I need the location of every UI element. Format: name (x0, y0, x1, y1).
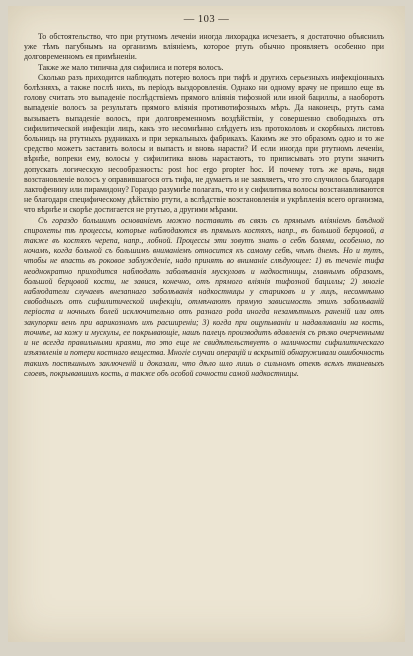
text-block (24, 32, 384, 379)
page-number: — 103 — (183, 14, 230, 25)
book-page (8, 6, 405, 642)
paragraph: Также же мало типична для сифилиса и потеря волосъ. (38, 62, 224, 72)
paragraph: То обстоятельство, что при ртутномъ леченіи иногда лихорадка исчезаетъ, я достаточно объяснилъ уже тѣмъ пагубнымъ на организмъ вліяніемъ, которое ртуть обычно проявляетъ особенно при долговременномъ ея примѣненіи. (24, 32, 384, 62)
paragraph-small-print: Съ гораздо большимъ основаніемъ можно поставить въ связь съ прямымъ вліяніемъ блѣдной спирохеты тѣ процессы, которые наблюдаются въ прямыхъ костяхъ, напр., въ большой берцовой, а также въ костяхъ черепа, напр., лобной. Процессы эти зовутъ знать о себѣ болями, особенно, по ночамъ, когда больной съ большимъ вниманіемъ относится къ самому себѣ, чѣмъ днемъ. Но и тутъ, чтобы не впасть въ роковое заблужденіе, надо принять во вниманіе слѣдующее: 1) въ теченіе тифа неоднократно приходится наблюдать заболѣванія мускуловъ и надкостницы, главнымъ образомъ, большой берцовой кости, не завися, конечно, отъ прямого вліянія тифозной бациллы; 2) многіе наблюдатели случаевъ внезапнаго заболѣванія надкостницы у стариковъ и у лицъ, несомнѣнно свободныхъ отъ сифилитической инфекціи, отмѣчаютъ прямую зависимость этихъ заболѣваній періоста и ночныхъ болей исключительно отъ разнаго рода иногда незамѣтныхъ раненій или отъ закупорки венъ при варикозномъ ихъ расширеніи; 3) когда при ощупываніи и надавливаніи на кость, точнѣе, на кожу и мускулы, ее покрывающіе, нашъ палецъ производитъ вдавленія съ рѣзко очерченными и не всегда правильными краями, то это еще не свидѣтельствуетъ о наличности сифилитическаго изъязвленія и потери костнаго вещества. Многіе случаи операцій и вскрытій обнаруживали ошибочность такихъ поспѣшныхъ заключеній и доказали, что дѣло шло лишь о сильномъ отекѣ всѣхъ тканевыхъ слоевъ, покрывавшихъ кость, а также объ особой сочности самой надкостницы. (24, 215, 384, 378)
paragraph: Сколько разъ приходится наблюдать потерю волосъ при тифѣ и другихъ серьезныхъ инфекціонныхъ болѣзняхъ, а также послѣ нихъ, въ періодъ выздоровленія. Однако ни одному врачу не пришло еще въ голову считать это выпаденіе послѣдствіемъ прямого вліянія тифозной или иной бациллы, а наоборотъ выпаденіе волосъ за результатъ прямого вліянія противотифозныхъ мѣръ. Да наконецъ, ртуть сама вызываетъ выпаденіе волосъ, при долговременномъ воздѣйствіи, у совершенно свободныхъ отъ сифилитической инфекціи лицъ, какъ это несомнѣнно слѣдуетъ изъ протоколовъ и скорбныхъ листовъ больницъ на ртутныхъ рудникахъ и при зеркальныхъ фабрикахъ. Какимъ же это образомъ одно и то же средство можетъ заставить волосы и выпасть и вновь нарасти? И если иногда при ртутномъ леченіи, вѣрнѣе, вопреки ему, волосы у сифилитика вновь нарастаютъ, то приписывать это ртути значитъ допускать логическую несообразность: post hoc ergo propter hoc. И почему тотъ же врачь, видя возстановленіе волосъ у оправившагося отъ тифа, не думаетъ и не заявляетъ, что это случилось благодаря лактофенину или пирамидону? Гораздо разумнѣе полагать, что и у сифилитика волосы возстанавливаются не благодаря специфическому дѣйствію ртути, а вслѣдствіе возстановленія и укрѣпленія всего организма, что вѣрнѣе и скорѣе достигается не ртутью, а другими мѣрами. (24, 72, 384, 215)
